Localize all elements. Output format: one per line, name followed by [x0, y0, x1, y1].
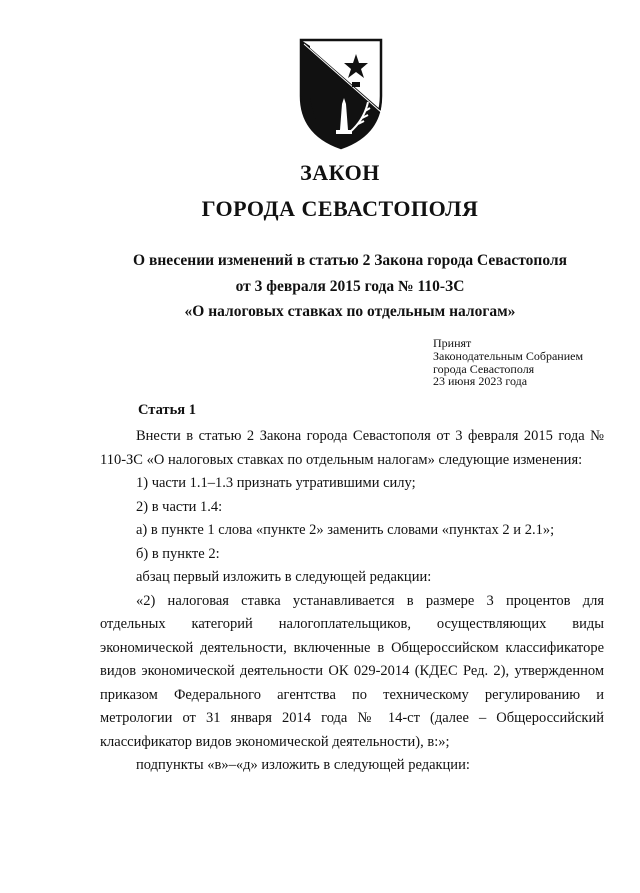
subject-line: от 3 февраля 2015 года № 110-ЗС — [235, 277, 465, 295]
sevastopol-coat-of-arms-icon — [298, 38, 384, 150]
document-title-city: ГОРОДА СЕВАСТОПОЛЯ — [201, 196, 479, 221]
law-subject — [100, 248, 600, 325]
paragraph: 1) части 1.1–1.3 признать утратившими силу; — [136, 475, 416, 491]
subject-line: О внесении изменений в статью 2 Закона города Севастополя — [133, 252, 567, 269]
adoption-line: города Севастополя — [433, 361, 535, 376]
subject-line: «О налоговых ставках по отдельным налогам» — [184, 303, 516, 320]
paragraph: подпункты «в»–«д» изложить в следующей редакции: — [136, 757, 470, 773]
paragraph: а) в пункте 1 слова «пункте 2» заменить словами «пунктах 2 и 2.1»; — [136, 522, 555, 538]
adoption-line: Принят — [433, 336, 472, 350]
adoption-date: 23 июня 2023 года — [433, 374, 528, 389]
adoption-line: Законодательным Собранием — [433, 348, 584, 363]
adoption-block — [433, 337, 583, 388]
paragraph: Внести в статью 2 Закона города Севастополя от 3 февраля 2015 года № 110-ЗС «О налоговых ставках по отдельным налогам» следующие изменения: — [100, 428, 604, 468]
paragraph: абзац первый изложить в следующей редакции: — [136, 569, 432, 585]
article-body — [100, 425, 604, 778]
paragraph: б) в пункте 2: — [136, 545, 220, 562]
paragraph: 2) в части 1.4: — [136, 498, 223, 515]
article-heading: Статья 1 — [138, 402, 196, 418]
paragraph: «2) налоговая ставка устанавливается в размере 3 процентов для отдельных категорий налогоплательщиков, осуществляющих виды экономической деятельности, включенные в Общероссийском классификаторе видов экономической деятельности ОК 029-2014 (КДЕС Ред. 2), утвержденном приказом Федерального агентства по техническому регулированию и метрологии от 31 января 2014 года № 14-ст (далее – Общероссийский классификатор видов экономической деятельности), в:»; — [100, 592, 604, 750]
document-title: ЗАКОН — [300, 160, 380, 185]
